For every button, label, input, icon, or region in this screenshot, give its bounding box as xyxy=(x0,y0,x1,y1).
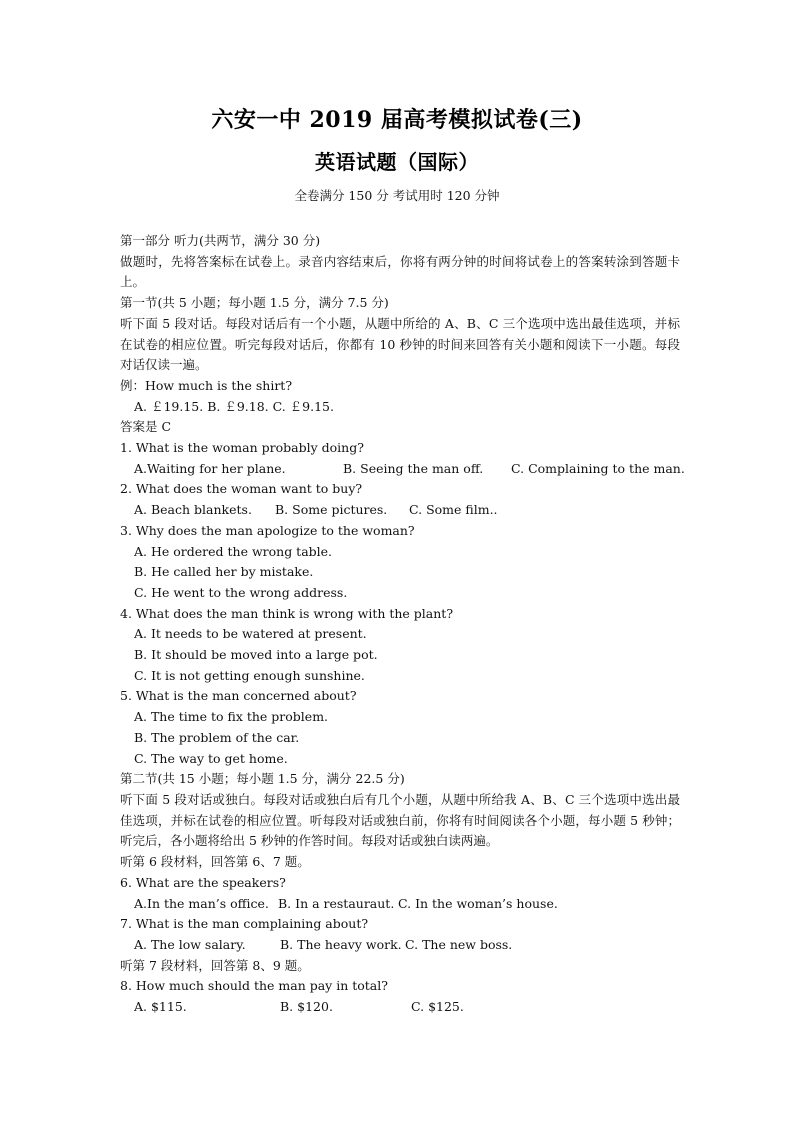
question-8-options xyxy=(120,997,680,1018)
exam-meta: 全卷满分 150 分 考试用时 120 分钟 xyxy=(294,188,500,203)
section1-heading: 第一节(共 5 小题；每小题 1.5 分，满分 7.5 分) xyxy=(120,295,389,311)
question-5-option-b: B. The problem of the car. xyxy=(134,729,300,745)
question-4-option-b: B. It should be moved into a large pot. xyxy=(134,647,378,663)
question-8-option-a: A. $115. xyxy=(134,999,187,1015)
question-2-stem: 2. What does the woman want to buy? xyxy=(120,481,363,497)
part1-instructions: 做题时，先将答案标在试卷上。录音内容结束后，你将有两分钟的时间将试卷上的答案转涂到答题卡上。 xyxy=(120,253,680,290)
question-7-stem: 7. What is the man complaining about? xyxy=(120,916,369,932)
question-7-option-a: A. The low salary. xyxy=(134,936,246,952)
question-2-option-c: C. Some film.. xyxy=(409,502,498,518)
part1-heading: 第一部分 听力(共两节，满分 30 分) xyxy=(120,233,321,248)
question-4-option-c: C. It is not getting enough sunshine. xyxy=(134,667,365,683)
example-answer: 答案是 C xyxy=(120,419,172,435)
question-6-options xyxy=(120,894,680,915)
material-7-note: 听第 7 段材料，回答第 8、9 题。 xyxy=(120,957,310,973)
question-2-options xyxy=(120,500,680,521)
question-1-options xyxy=(120,459,685,480)
question-2-option-b: B. Some pictures. xyxy=(275,502,388,518)
question-6-option-b: B. In a restauraut. xyxy=(278,895,395,911)
question-4-option-a: A. It needs to be watered at present. xyxy=(134,626,367,642)
question-7-options xyxy=(120,935,680,956)
question-8-option-c: C. $125. xyxy=(411,999,464,1015)
question-1-stem: 1. What is the woman probably doing? xyxy=(120,440,364,456)
question-3-option-c: C. He went to the wrong address. xyxy=(134,584,348,600)
question-6-option-c: C. In the woman’s house. xyxy=(398,895,558,911)
question-6-option-a: A.In the man’s office. xyxy=(134,895,269,911)
question-5-option-c: C. The way to get home. xyxy=(134,750,288,766)
question-5-option-a: A. The time to fix the problem. xyxy=(134,709,329,725)
question-5-stem: 5. What is the man concerned about? xyxy=(120,688,357,704)
material-6-note: 听第 6 段材料，回答第 6、7 题。 xyxy=(120,854,310,870)
exam-content xyxy=(120,231,685,1018)
question-7-option-b: B. The heavy work. xyxy=(280,936,402,952)
question-1-option-b: B. Seeing the man off. xyxy=(343,460,484,476)
example-options: A. ￡19.15. B. ￡9.18. C. ￡9.15. xyxy=(134,398,334,414)
question-8-stem: 8. How much should the man pay in total? xyxy=(120,978,388,994)
question-2-option-a: A. Beach blankets. xyxy=(134,502,252,518)
question-4-stem: 4. What does the man think is wrong with the plant? xyxy=(120,605,454,621)
section2-instructions: 听下面 5 段对话或独白。每段对话或独白后有几个小题，从题中所给我 A、B、C 三个选项中选出最佳选项，并标在试卷的相应位置。听每段对话或独白前，你将有时间阅读各个小题，每小题 5 秒钟；听完后，各小题将给出 5 秒钟的作答时间。每段对话或独白读两遍。 xyxy=(120,791,680,849)
question-1-option-c: C. Complaining to the man. xyxy=(511,460,685,476)
question-3-option-a: A. He ordered the wrong table. xyxy=(134,543,333,559)
question-3-stem: 3. Why does the man apologize to the woman? xyxy=(120,522,415,538)
question-3-option-b: B. He called her by mistake. xyxy=(134,564,314,580)
section1-instructions: 听下面 5 段对话。每段对话后有一个小题，从题中所给的 A、B、C 三个选项中选出最佳选项，并标在试卷的相应位置。听完每段对话后，你都有 10 秒钟的时间来回答有关小题和阅读下一小题。每段对话仅读一遍。 xyxy=(120,315,680,373)
question-7-option-c: C. The new boss. xyxy=(405,936,513,952)
example-question: 例：How much is the shirt? xyxy=(120,377,293,393)
question-6-stem: 6. What are the speakers? xyxy=(120,874,286,890)
exam-subtitle: 英语试题（国际） xyxy=(315,150,479,174)
section2-heading: 第二节(共 15 小题；每小题 1.5 分，满分 22.5 分) xyxy=(120,771,405,787)
question-1-option-a: A.Waiting for her plane. xyxy=(134,460,286,476)
exam-title: 六安一中 2019 届高考模拟试卷(三) xyxy=(211,107,583,133)
question-8-option-b: B. $120. xyxy=(280,999,333,1015)
